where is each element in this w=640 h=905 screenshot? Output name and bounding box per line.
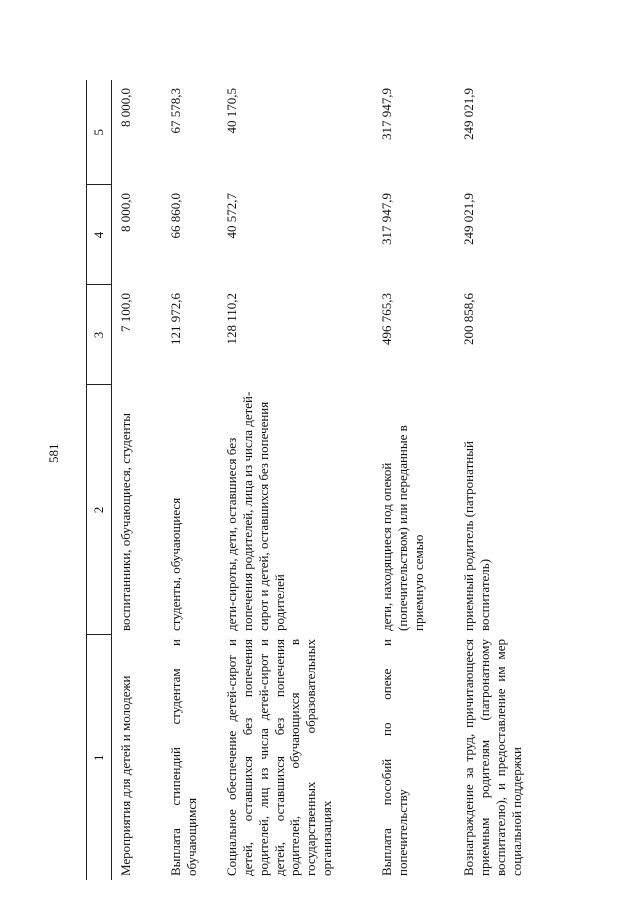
rotated-table-container bbox=[86, 80, 586, 880]
row-value-col5: 8 000,0 bbox=[118, 88, 133, 127]
row-value-col3: 121 972,6 bbox=[168, 293, 183, 345]
row-value-col4: 40 572,7 bbox=[224, 193, 239, 239]
column-header-2: 2 bbox=[87, 385, 112, 635]
row-value-col3: 496 765,3 bbox=[379, 293, 394, 345]
row-value-col4: 8 000,0 bbox=[118, 193, 133, 232]
row-value-col3: 200 858,6 bbox=[461, 293, 476, 345]
table-row bbox=[112, 80, 163, 880]
row-recipients: дети, находящиеся под опекой (попечительством) или переданные в приемную семью bbox=[379, 425, 426, 631]
page-number: 581 bbox=[46, 443, 61, 463]
row-value-col5: 317 947,9 bbox=[379, 88, 394, 140]
row-recipients: студенты, обучающиеся bbox=[168, 497, 183, 631]
row-recipients: дети-сироты, дети, оставшиеся без попечения родителей, лица из числа детей-сирот и детей, оставшихся без попечения родителей bbox=[224, 391, 287, 631]
table-row bbox=[162, 80, 218, 880]
header-row bbox=[87, 80, 112, 880]
column-header-4: 4 bbox=[87, 185, 112, 285]
column-header-3: 3 bbox=[87, 285, 112, 385]
row-name: Выплата пособий по опеке и попечительству bbox=[379, 639, 410, 876]
row-recipients: воспитанники, обучающиеся, студенты bbox=[118, 413, 133, 631]
row-value-col4: 249 021,9 bbox=[461, 193, 476, 245]
column-header-1: 1 bbox=[87, 635, 112, 880]
row-value-col5: 40 170,5 bbox=[224, 88, 239, 134]
table-row bbox=[218, 80, 373, 880]
column-header-5: 5 bbox=[87, 80, 112, 185]
row-name: Социальное обеспечение детей-сирот и детей, оставшихся без попечения родителей, лиц из числа детей-сирот и детей, оставшихся без попечения родителей, обучающихся в государственных образовательных организациях bbox=[224, 639, 335, 876]
row-recipients: приемный родитель (патронатный воспитатель) bbox=[461, 441, 492, 631]
row-name: Мероприятия для детей и молодежи bbox=[118, 675, 133, 876]
table-row bbox=[373, 80, 455, 880]
table-row bbox=[455, 80, 535, 880]
row-value-col3: 7 100,0 bbox=[118, 293, 133, 332]
row-value-col4: 66 860,0 bbox=[168, 193, 183, 239]
row-value-col3: 128 110,2 bbox=[224, 293, 239, 345]
row-value-col4: 317 947,9 bbox=[379, 193, 394, 245]
row-name: Вознаграждение за труд, причитающееся приемным родителям (патронатному воспитателю), и предоставление им мер социальной поддержки bbox=[461, 639, 524, 876]
budget-table bbox=[86, 80, 535, 880]
row-value-col5: 249 021,9 bbox=[461, 88, 476, 140]
row-value-col5: 67 578,3 bbox=[168, 88, 183, 134]
row-name: Выплата стипендий студентам и обучающимся bbox=[168, 639, 199, 876]
